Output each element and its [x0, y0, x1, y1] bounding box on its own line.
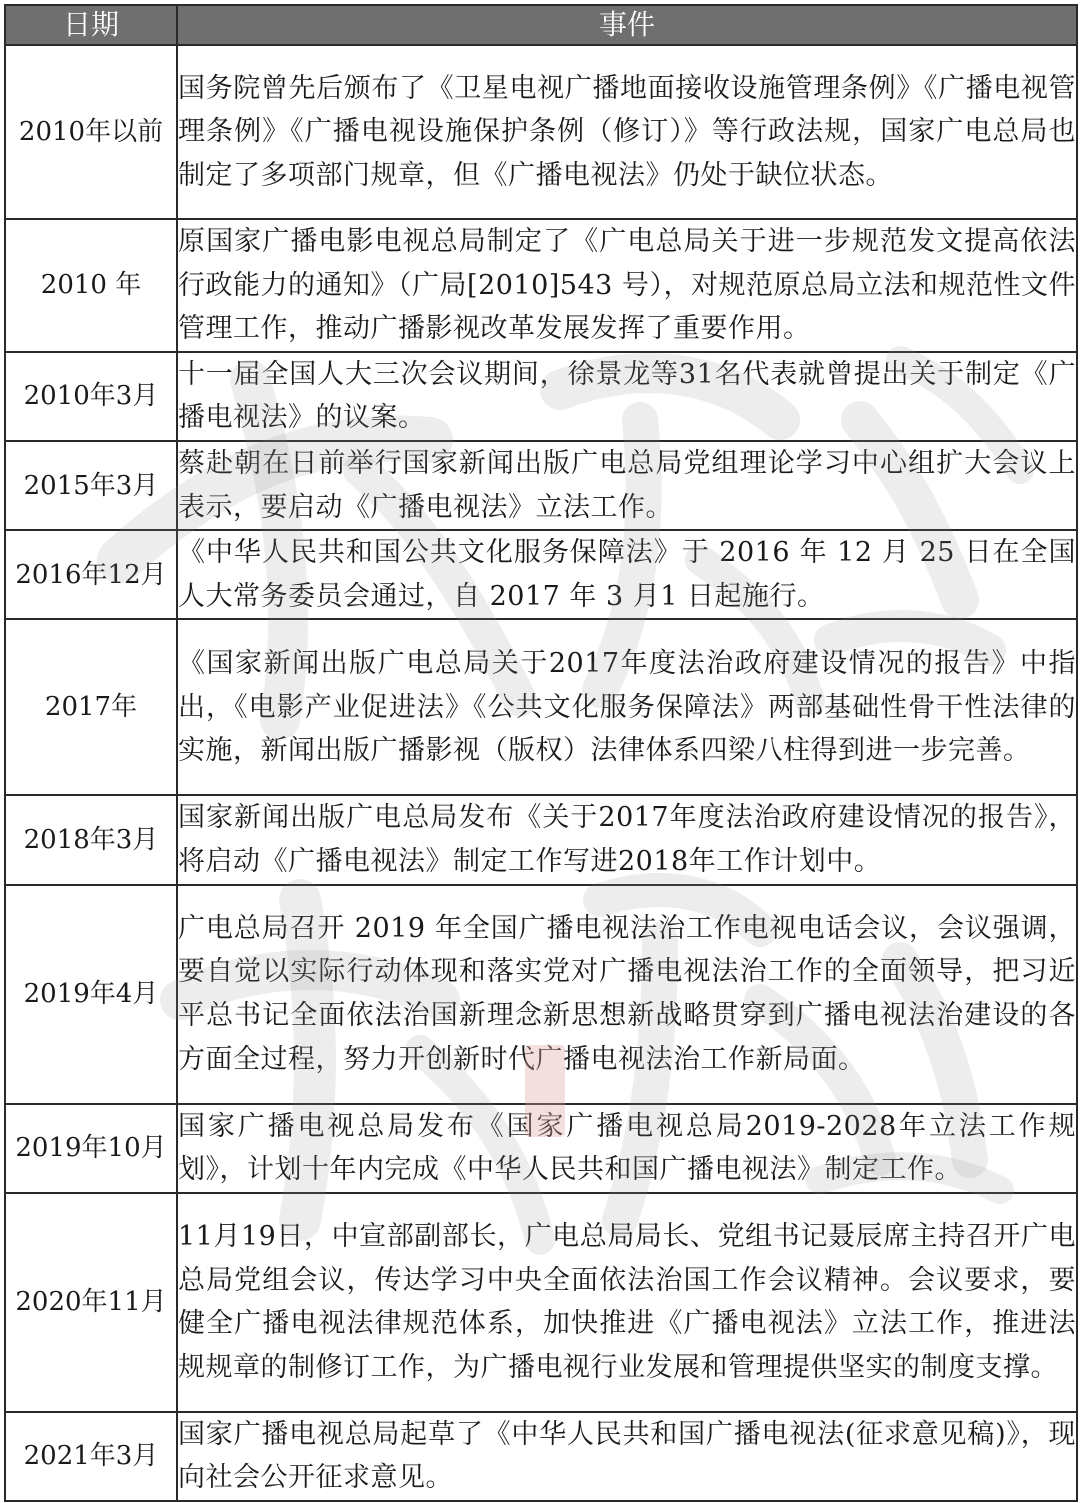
table-row — [5, 1193, 1077, 1412]
event-cell: 《国家新闻出版广电总局关于2017年度法治政府建设情况的报告》中指出，《电影产业促进法》《公共文化服务保障法》两部基础性骨干性法律的实施，新闻出版广播影视（版权）法律体系四梁八柱得到进一步完善。 — [177, 619, 1077, 795]
table-row — [5, 619, 1077, 795]
event-cell: 11月19日，中宣部副部长，广电总局局长、党组书记聂辰席主持召开广电总局党组会议，传达学习中央全面依法治国工作会议精神。会议要求，要健全广播电视法律规范体系，加快推进《广播电视法》立法工作，推进法规规章的制修订工作，为广播电视行业发展和管理提供坚实的制度支撑。 — [177, 1193, 1077, 1412]
table-row — [5, 352, 1077, 441]
event-cell: 国家广播电视总局发布《国家广播电视总局2019-2028年立法工作规划》，计划十年内完成《中华人民共和国广播电视法》制定工作。 — [177, 1104, 1077, 1193]
event-cell: 广电总局召开 2019 年全国广播电视法治工作电视电话会议，会议强调，要自觉以实际行动体现和落实党对广播电视法治工作的全面领导，把习近平总书记全面依法治国新理念新思想新战略贯穿到广播电视法治建设的各方面全过程，努力开创新时代广播电视法治工作新局面。 — [177, 885, 1077, 1104]
event-cell: 国务院曾先后颁布了《卫星电视广播地面接收设施管理条例》《广播电视管理条例》《广播电视设施保护条例（修订）》等行政法规，国家广电总局也制定了多项部门规章，但《广播电视法》仍处于缺位状态。 — [177, 45, 1077, 219]
date-cell: 2010年以前 — [5, 45, 177, 219]
table-row — [5, 885, 1077, 1104]
events-table — [4, 4, 1078, 1502]
date-cell: 2010年3月 — [5, 352, 177, 441]
event-cell: 《中华人民共和国公共文化服务保障法》于 2016 年 12 月 25 日在全国人大常务委员会通过，自 2017 年 3 月1 日起施行。 — [177, 530, 1077, 619]
date-cell: 2019年10月 — [5, 1104, 177, 1193]
event-cell: 原国家广播电影电视总局制定了《广电总局关于进一步规范发文提高依法行政能力的通知》（广局[2010]543 号），对规范原总局立法和规范性文件管理工作，推动广播影视改革发展发挥了重要作用。 — [177, 219, 1077, 352]
table-header-row — [5, 5, 1077, 45]
table-row — [5, 1104, 1077, 1193]
date-cell: 2017年 — [5, 619, 177, 795]
date-cell: 2015年3月 — [5, 441, 177, 530]
date-cell: 2010 年 — [5, 219, 177, 352]
event-cell: 十一届全国人大三次会议期间，徐景龙等31名代表就曾提出关于制定《广播电视法》的议案。 — [177, 352, 1077, 441]
date-cell: 2020年11月 — [5, 1193, 177, 1412]
table-row — [5, 45, 1077, 219]
date-cell: 2021年3月 — [5, 1412, 177, 1501]
date-cell: 2016年12月 — [5, 530, 177, 619]
table-row — [5, 1412, 1077, 1501]
table-row — [5, 219, 1077, 352]
table-row — [5, 795, 1077, 884]
event-cell: 国家新闻出版广电总局发布《关于2017年度法治政府建设情况的报告》，将启动《广播电视法》制定工作写进2018年工作计划中。 — [177, 795, 1077, 884]
event-cell: 蔡赴朝在日前举行国家新闻出版广电总局党组理论学习中心组扩大会议上表示，要启动《广播电视法》立法工作。 — [177, 441, 1077, 530]
table-row — [5, 530, 1077, 619]
table-row — [5, 441, 1077, 530]
date-cell: 2019年4月 — [5, 885, 177, 1104]
event-column-header: 事件 — [177, 5, 1077, 45]
event-cell: 国家广播电视总局起草了《中华人民共和国广播电视法(征求意见稿)》，现向社会公开征求意见。 — [177, 1412, 1077, 1501]
date-cell: 2018年3月 — [5, 795, 177, 884]
date-column-header: 日期 — [5, 5, 177, 45]
